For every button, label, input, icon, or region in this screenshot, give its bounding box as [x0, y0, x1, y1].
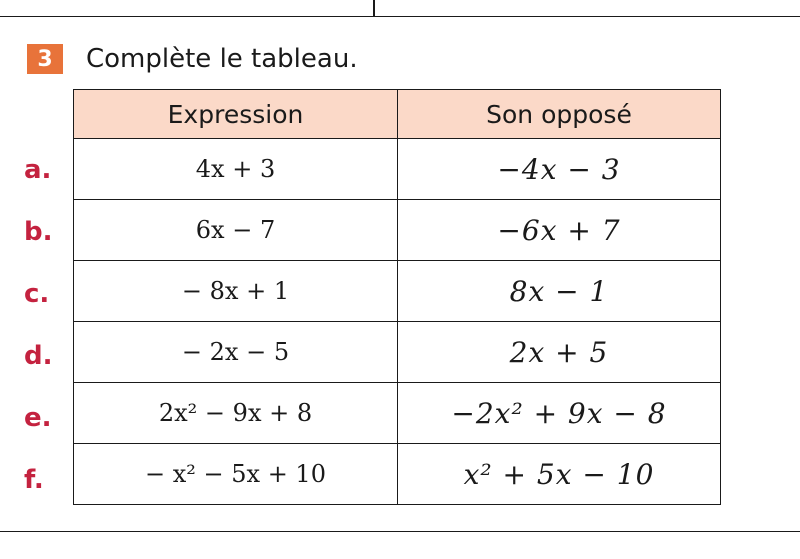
opposite-answer-cell[interactable]: −4x − 3	[398, 139, 721, 200]
row-letter-b: b.	[24, 217, 53, 247]
row-letter-e: e.	[24, 403, 52, 433]
opposite-answer-cell[interactable]: x² + 5x − 10	[398, 444, 721, 505]
expression-cell: − x² − 5x + 10	[74, 444, 398, 505]
exercise-number-badge: 3	[27, 44, 63, 74]
expression-cell: − 8x + 1	[74, 261, 398, 322]
expression-cell: 4x + 3	[74, 139, 398, 200]
table-row	[74, 383, 721, 444]
row-letter-f: f.	[24, 465, 44, 495]
header-opposite: Son opposé	[398, 90, 721, 139]
exercise-instruction: Complète le tableau.	[86, 44, 358, 74]
opposite-answer-cell[interactable]: 2x + 5	[398, 322, 721, 383]
top-rule	[0, 0, 800, 17]
row-letter-c: c.	[24, 279, 50, 309]
opposite-answer-cell[interactable]: 8x − 1	[398, 261, 721, 322]
bottom-rule	[0, 531, 800, 532]
header-expression: Expression	[74, 90, 398, 139]
row-letters	[24, 139, 64, 511]
table-row	[74, 261, 721, 322]
row-letter-d: d.	[24, 341, 53, 371]
top-divider	[373, 0, 375, 16]
expression-cell: 2x² − 9x + 8	[74, 383, 398, 444]
table-row	[74, 200, 721, 261]
expression-table	[73, 89, 721, 505]
table-header-row	[74, 90, 721, 139]
expression-cell: 6x − 7	[74, 200, 398, 261]
table-row	[74, 139, 721, 200]
table-row	[74, 444, 721, 505]
opposite-answer-cell[interactable]: −6x + 7	[398, 200, 721, 261]
opposite-answer-cell[interactable]: −2x² + 9x − 8	[398, 383, 721, 444]
row-letter-a: a.	[24, 155, 52, 185]
expression-cell: − 2x − 5	[74, 322, 398, 383]
table-row	[74, 322, 721, 383]
